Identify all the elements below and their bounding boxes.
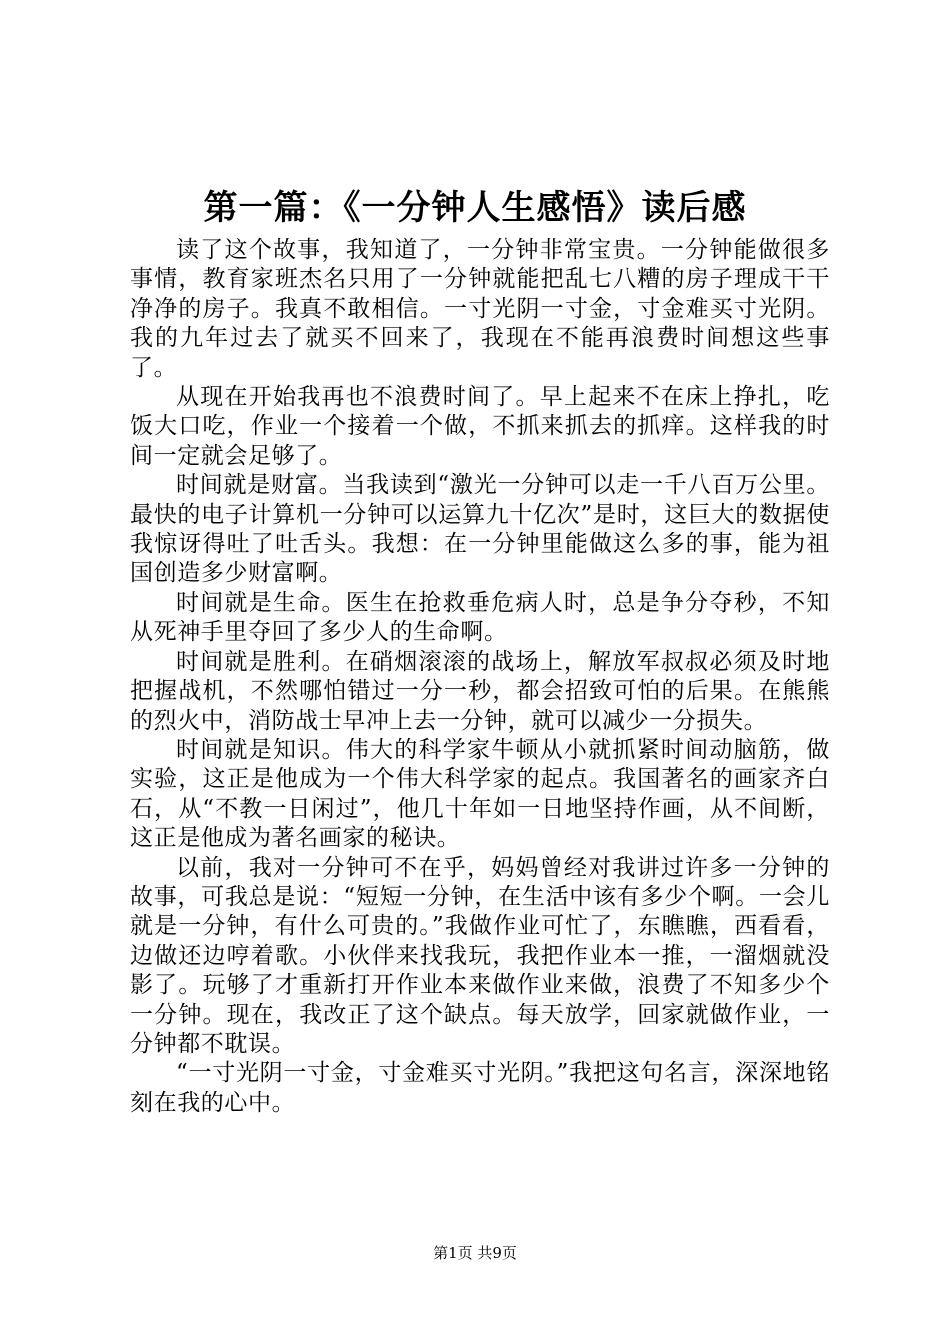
paragraph: 从现在开始我再也不浪费时间了。早上起来不在床上挣扎，吃饭大口吃，作业一个接着一个做，不抓来抓去的抓痒。这样我的时间一定就会足够了。 [130,384,830,469]
document-body [130,236,830,1118]
paragraph: 时间就是财富。当我读到“激光一分钟可以走一千八百万公里。最快的电子计算机一分钟可以运算九十亿次”是时，这巨大的数据使我惊讶得吐了吐舌头。我想：在一分钟里能做这么多的事，能为祖国创造多少财富啊。 [130,472,830,587]
paragraph: 时间就是胜利。在硝烟滚滚的战场上，解放军叔叔必须及时地把握战机，不然哪怕错过一分一秒，都会招致可怕的后果。在熊熊的烈火中，消防战士早冲上去一分钟，就可以减少一分损失。 [130,648,830,734]
document-title: 第一篇：《一分钟人生感悟》读后感 [203,188,747,228]
page-footer [0,1242,950,1264]
paragraph: 以前，我对一分钟可不在乎，妈妈曾经对我讲过许多一分钟的故事，可我总是说：“短短一分钟，在生活中该有多少个啊。一会儿就是一分钟，有什么可贵的。”我做作业可忙了，东瞧瞧，西看看，边做还边哼着歌。小伙伴来找我玩，我把作业本一推，一溜烟就没影了。玩够了才重新打开作业本来做作业来做，浪费了不知多少个一分钟。现在，我改正了这个缺点。每天放学，回家就做作业，一分钟都不耽误。 [130,854,830,1057]
paragraph: “一寸光阴一寸金，寸金难买寸光阴。”我把这句名言，深深地铭刻在我的心中。 [130,1060,830,1116]
page-number: 第1页 共9页 [433,1244,517,1262]
paragraph: 读了这个故事，我知道了，一分钟非常宝贵。一分钟能做很多事情，教育家班杰名只用了一分钟就能把乱七八糟的房子理成干干净净的房子。我真不敢相信。一寸光阴一寸金，寸金难买寸光阴。我的九年过去了就买不回来了，我现在不能再浪费时间想这些事了。 [130,237,830,381]
paragraph: 时间就是知识。伟大的科学家牛顿从小就抓紧时间动脑筋，做实验，这正是他成为一个伟大科学家的起点。我国著名的画家齐白石，从“不教一日闲过”，他几十年如一日地坚持作画，从不间断，这正是他成为著名画家的秘诀。 [130,736,830,852]
paragraph: 时间就是生命。医生在抢救垂危病人时，总是争分夺秒，不知从死神手里夺回了多少人的生命啊。 [130,589,830,646]
